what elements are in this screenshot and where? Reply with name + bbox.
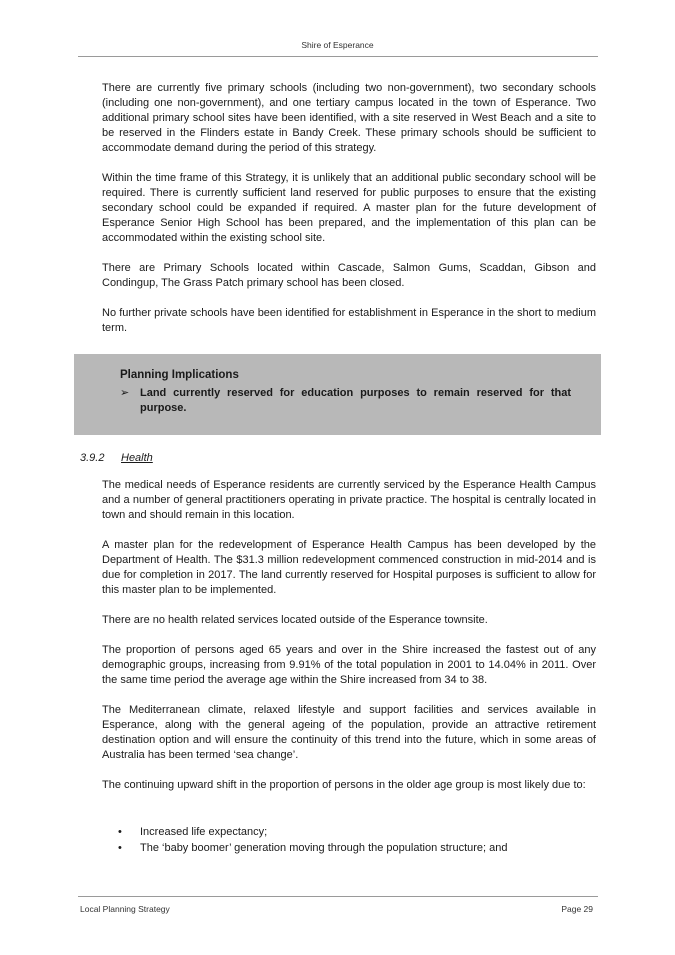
health-section xyxy=(102,478,596,808)
intro-paragraph: There are Primary Schools located within Cascade, Salmon Gums, Scaddan, Gibson and Condingup, The Grass Patch primary school has been closed. xyxy=(102,262,596,289)
health-paragraph: The medical needs of Esperance residents are currently serviced by the Esperance Health Campus and a number of general practitioners operating in private practice. The hospital is centrally located in town and should remain in this location. xyxy=(102,479,596,521)
health-paragraph: The Mediterranean climate, relaxed lifestyle and support facilities and services available in Esperance, along with the general ageing of the population, provide an attractive retirement destination option and will ensure the continuity of this trend into the future, which in some areas of Australia has been termed ‘sea change’. xyxy=(102,704,596,761)
intro-paragraph: There are currently five primary schools (including two non-government), two secondary schools (including one non-government), and one tertiary campus located in the town of Esperance. Two additional primary school sites have been identified, with a site reserved in West Beach and a site to be reserved in the Flinders estate in Bandy Creek. These primary schools should be sufficient to accommodate demand during the period of this strategy. xyxy=(102,82,596,154)
list-item xyxy=(118,824,596,840)
bullet-icon: • xyxy=(118,842,122,854)
planning-implication-text: Land currently reserved for education purposes to remain reserved for that purpose. xyxy=(140,387,571,414)
footer-document-title: Local Planning Strategy xyxy=(80,904,170,914)
health-paragraph: There are no health related services located outside of the Esperance townsite. xyxy=(102,614,488,626)
list-item-text: The ‘baby boomer’ generation moving through the population structure; and xyxy=(140,842,508,854)
list-item xyxy=(118,840,596,856)
section-number: 3.9.2 xyxy=(80,452,105,464)
list-item-text: Increased life expectancy; xyxy=(140,826,268,838)
bullet-list xyxy=(118,824,596,856)
planning-implications-title: Planning Implications xyxy=(120,369,239,381)
health-paragraph: The continuing upward shift in the proportion of persons in the older age group is most likely due to: xyxy=(102,779,586,791)
section-title: Health xyxy=(121,452,153,464)
intro-paragraph: Within the time frame of this Strategy, it is unlikely that an additional public secondary school will be required. There is currently sufficient land reserved for public purposes to ensure that the existing secondary school could be expanded if required. A master plan for the future development of Esperance Senior High School has been prepared, and the implementation of this plan can be accommodated within the existing school site. xyxy=(102,172,596,244)
planning-implications-box xyxy=(74,354,601,435)
header-divider xyxy=(78,56,598,57)
intro-section xyxy=(102,81,596,351)
health-paragraph: A master plan for the redevelopment of Esperance Health Campus has been developed by the Department of Health. The $31.3 million redevelopment commenced construction in mid-2014 and is due for completion in 2017. The land currently reserved for Hospital purposes is sufficient to allow for this master plan to be implemented. xyxy=(102,539,596,596)
intro-paragraph: No further private schools have been identified for establishment in Esperance in the short to medium term. xyxy=(102,307,596,334)
section-heading xyxy=(80,451,153,466)
page-header: Shire of Esperance xyxy=(301,40,374,50)
page-number: Page 29 xyxy=(561,904,593,914)
footer-divider xyxy=(78,896,598,897)
bullet-icon: • xyxy=(118,826,122,838)
planning-implication-item xyxy=(120,386,571,416)
arrow-bullet-icon: ➢ xyxy=(120,387,130,399)
health-paragraph: The proportion of persons aged 65 years and over in the Shire increased the fastest out of any demographic groups, increasing from 9.91% of the total population in 2001 to 14.04% in 2011. Over the same time period the average age within the Shire increased from 34 to 38. xyxy=(102,644,596,686)
